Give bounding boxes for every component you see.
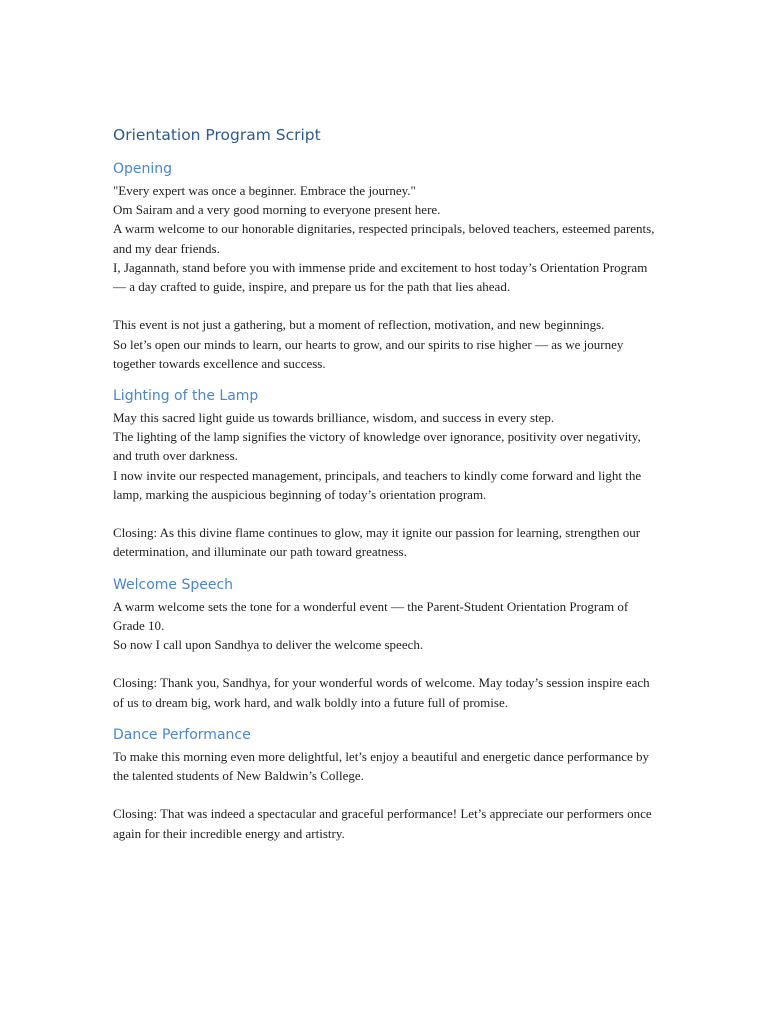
paragraph: May this sacred light guide us towards brilliance, wisdom, and success in every step. [113,410,555,426]
paragraph: A warm welcome sets the tone for a wonderful event — the Parent-Student Orientation Program of Grade 10. [113,598,629,633]
paragraph: So let’s open our minds to learn, our hearts to grow, and our spirits to rise higher — as we journey together towards excellence and success. [113,336,624,371]
paragraph-gap [113,654,658,673]
section-heading: Opening [113,161,173,177]
paragraph: So now I call upon Sandhya to deliver the welcome speech. [113,637,424,653]
section-heading: Lighting of the Lamp [113,388,259,405]
paragraph: Closing: Thank you, Sandhya, for your wonderful words of welcome. May today’s session inspire each of us to dream big, work hard, and walk boldly into a future full of promise. [113,675,650,710]
section-dance-performance [113,725,658,843]
paragraph: A warm welcome to our honorable dignitaries, respected principals, beloved teachers, esteemed parents, and my dear friends. [113,221,655,256]
section-opening [113,159,658,373]
section-heading: Dance Performance [113,726,251,743]
paragraph-gap [113,785,658,804]
section-welcome-speech [113,575,658,712]
paragraph: I now invite our respected management, principals, and teachers to kindly come forward and light the lamp, marking the auspicious beginning of today’s orientation program. [113,467,642,502]
paragraph: Closing: That was indeed a spectacular and graceful performance! Let’s appreciate our performers once again for their incredible energy and artistry. [113,806,652,841]
section-heading: Welcome Speech [113,576,234,593]
paragraph: Om Sairam and a very good morning to everyone present here. [113,202,441,218]
document-title: Orientation Program Script [113,126,321,144]
paragraph-gap [113,296,658,315]
paragraph: Closing: As this divine flame continues to glow, may it ignite our passion for learning, strengthen our determination, and illuminate our path toward greatness. [113,525,641,560]
paragraph-gap [113,504,658,523]
section-lighting-of-the-lamp [113,386,658,562]
paragraph: The lighting of the lamp signifies the victory of knowledge over ignorance, positivity over negativity, and truth over darkness. [113,429,641,464]
paragraph: To make this morning even more delightful, let’s enjoy a beautiful and energetic dance performance by the talented students of New Baldwin’s College. [113,748,649,784]
paragraph: "Every expert was once a beginner. Embrace the journey." [113,183,416,198]
paragraph: I, Jagannath, stand before you with immense pride and excitement to host today’s Orientation Program — a day crafted to guide, inspire, and prepare us for the path that lies ahead. [113,259,648,295]
paragraph: This event is not just a gathering, but a moment of reflection, motivation, and new beginnings. [113,317,605,333]
document-page [113,124,658,856]
